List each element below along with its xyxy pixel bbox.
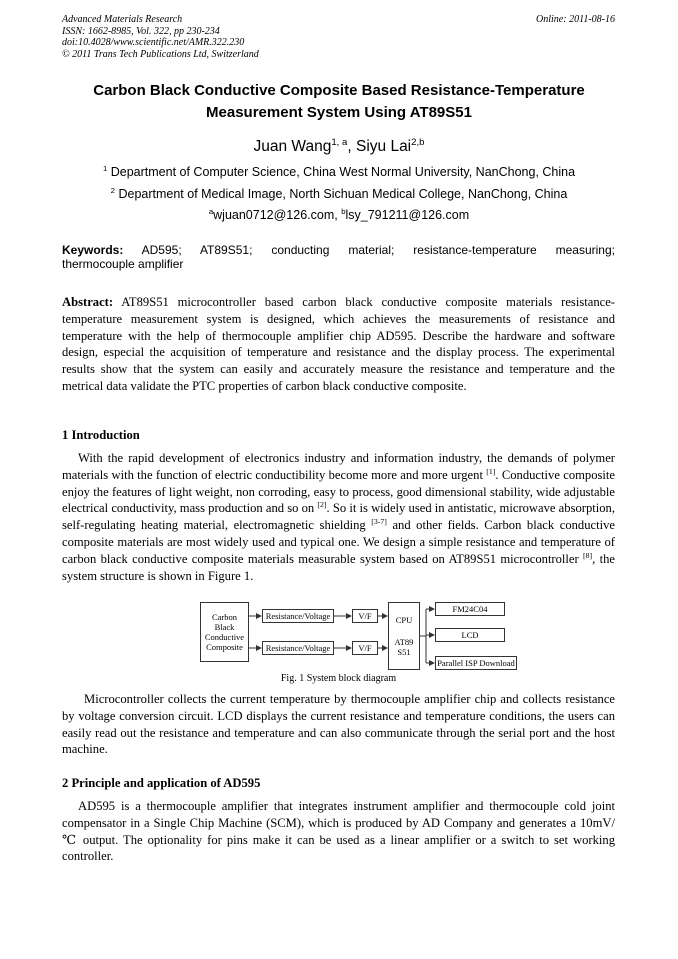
citation: [2] xyxy=(317,500,327,510)
keywords-line-1 xyxy=(62,243,615,257)
citation: [1] xyxy=(486,466,496,476)
affiliation-2 xyxy=(0,187,678,201)
keywords-line-2: thermocouple amplifier xyxy=(62,257,184,271)
section-heading-introduction: 1 Introduction xyxy=(62,428,140,442)
abstract-paragraph xyxy=(62,294,615,395)
author-name: Siyu Lai xyxy=(355,138,412,155)
issn-line: ISSN: 1662-8985, Vol. 322, pp 230-234 xyxy=(62,25,220,37)
online-date: Online: 2011-08-16 xyxy=(536,14,615,25)
affiliation-text: Department of Medical Image, North Sichuan Medical College, NanChong, China xyxy=(118,187,568,201)
section-heading-ad595: 2 Principle and application of AD595 xyxy=(62,776,261,790)
author-name: Juan Wang xyxy=(253,138,332,155)
block-label: AT89 xyxy=(394,637,414,647)
resistance-voltage-block-2: Resistance/Voltage xyxy=(262,641,334,655)
paper-title xyxy=(40,80,638,124)
affiliation-number: 2 xyxy=(110,185,115,195)
block-label: Carbon xyxy=(211,612,237,622)
affiliation-text: Department of Computer Science, China West Normal University, NanChong, China xyxy=(110,165,576,179)
abstract-label: Abstract: xyxy=(62,295,114,309)
paragraph-text: . So it is widely used in antistatic, microwave absorption, self-regulating heating material, electromagnetic shielding xyxy=(62,501,615,533)
paragraph-text: With the rapid development of electronics industry and information industry, the demands of polymer materials with the function of electric conductibility become more and more urgent xyxy=(62,451,615,482)
paragraph-text: . Conductive composite enjoy the features of light weight, non corroding, easy to process, good dimensional stability, wide adjustable electrical conductivity, mass production and so on xyxy=(62,467,615,516)
copyright-line: © 2011 Trans Tech Publications Ltd, Switzerland xyxy=(62,48,259,60)
keywords xyxy=(62,243,615,271)
affiliation-number: 1 xyxy=(102,163,108,173)
citation: [8] xyxy=(583,550,593,560)
isp-download-block: Parallel ISP Download xyxy=(435,656,517,670)
introduction-paragraph-2: Microcontroller collects the current temperature by thermocouple amplifier chip and collects resistance by voltage conversion circuit. LCD displays the current resistance and temperature conditions, the users can easily read out the resistance and temperature and can also communicate through the serial port and the host machine. xyxy=(62,692,615,757)
doi-line: doi:10.4028/www.scientific.net/AMR.322.230 xyxy=(62,37,245,48)
ad595-body xyxy=(62,798,615,865)
author-separator: , xyxy=(347,138,356,155)
running-header xyxy=(62,14,615,60)
author-superscript: 1, a xyxy=(331,136,348,148)
introduction-body xyxy=(62,450,615,584)
resistance-voltage-block-1: Resistance/Voltage xyxy=(262,609,334,623)
vf-block-1: V/F xyxy=(352,609,378,623)
paragraph-text: , the system structure is shown in Figure 1. xyxy=(62,551,615,583)
block-label: Conductive xyxy=(204,632,245,642)
block-label: S51 xyxy=(397,647,411,657)
abstract xyxy=(62,294,615,395)
title-line-2: Measurement System Using AT89S51 xyxy=(206,104,472,121)
cpu-block xyxy=(388,602,420,670)
block-label: Composite xyxy=(206,642,243,652)
author-list xyxy=(0,138,678,156)
carbon-composite-block xyxy=(200,602,249,662)
email-superscript: b xyxy=(341,206,346,216)
abstract-text: AT89S51 microcontroller based carbon black conductive composite materials resistance-temperature measurement system is designed, which achieves the measurements of resistance and temperature with the help of thermocouple amplifier chip AD595. Describe the hardware and software design, especial the acquisition of temperature and resistance and the display process. The experimental results show that the system can easily and accurately measure the resistance and temperature and the metrical data validate the PTC properties of carbon black conductive composite. xyxy=(62,295,615,393)
keywords-text: AD595; AT89S51; conducting material; resistance-temperature measuring; xyxy=(141,243,615,257)
system-block-diagram xyxy=(197,600,517,672)
lcd-block: LCD xyxy=(435,628,505,642)
affiliation-1 xyxy=(0,165,678,179)
paragraph-text: and other fields. Carbon black conductive composite materials are most widely used and typical one. We design a simple resistance and temperature of carbon black conductive composite materials measurable system based on AT89S51 microcontroller xyxy=(62,518,615,566)
email-address: wjuan0712@126.com, xyxy=(213,208,342,222)
fm24c04-block: FM24C04 xyxy=(435,602,505,616)
citation: [3-7] xyxy=(371,517,387,526)
keywords-label: Keywords: xyxy=(62,243,124,257)
ad595-paragraph-1: AD595 is a thermocouple amplifier that integrates instrument amplifier and thermocouple cold joint compensator in a Single Chip Machine (SCM), which is produced by AD Company and generates a 10mV/℃ output. The optionality for pins make it can be used as a linear amplifier or a switch to set working controller. xyxy=(62,799,615,864)
journal-name: Advanced Materials Research xyxy=(62,14,183,25)
block-label: CPU xyxy=(395,615,413,625)
introduction-paragraph-1 xyxy=(62,450,615,584)
introduction-body-2 xyxy=(62,691,615,758)
author-superscript: 2,b xyxy=(411,136,425,148)
figure-caption: Fig. 1 System block diagram xyxy=(280,673,397,684)
email-superscript: a xyxy=(208,206,214,216)
block-label: Black xyxy=(214,622,235,632)
vf-block-2: V/F xyxy=(352,641,378,655)
title-line-1: Carbon Black Conductive Composite Based Resistance-Temperature xyxy=(93,82,585,99)
email-line xyxy=(0,208,678,222)
email-address: lsy_791211@126.com xyxy=(345,208,470,222)
